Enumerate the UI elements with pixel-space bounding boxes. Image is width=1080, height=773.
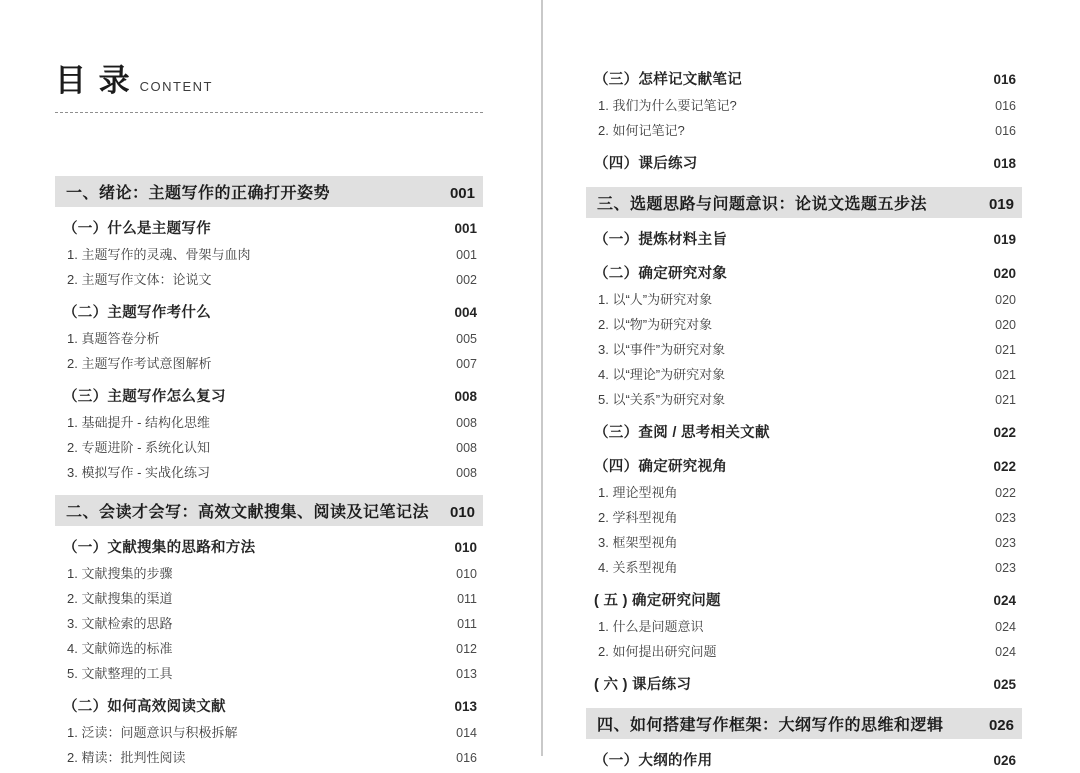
toc-entry — [586, 479, 1022, 504]
entry-label: （一）大纲的作用 — [594, 753, 713, 769]
entry-page: 016 — [456, 751, 477, 765]
toc-subentry — [586, 259, 1022, 286]
entry-label: 3. 文献检索的思路 — [67, 616, 173, 631]
entry-label: （三）主题写作怎么复习 — [63, 389, 226, 405]
entry-page: 023 — [995, 536, 1016, 550]
entry-label: （一）提炼材料主旨 — [594, 232, 728, 248]
entry-label: 2. 以“物”为研究对象 — [598, 317, 713, 332]
entry-page: 005 — [456, 332, 477, 346]
toc-left-page — [55, 0, 483, 769]
toc-title-en: CONTENT — [139, 79, 213, 94]
toc-section-header — [55, 495, 483, 526]
entry-label: 2. 如何记笔记? — [598, 123, 685, 138]
entry-page: 020 — [995, 293, 1016, 307]
entry-label: 4. 文献筛选的标准 — [67, 641, 173, 656]
entry-page: 008 — [454, 389, 477, 404]
entry-label: 3. 以“事件”为研究对象 — [598, 342, 726, 357]
entry-page: 021 — [995, 368, 1016, 382]
entry-label: 1. 理论型视角 — [598, 485, 678, 500]
entry-page: 010 — [456, 567, 477, 581]
toc-entry — [55, 266, 483, 291]
entry-page: 020 — [995, 318, 1016, 332]
toc-entry — [586, 117, 1022, 142]
entry-page: 007 — [456, 357, 477, 371]
toc-entry — [586, 286, 1022, 311]
entry-page: 014 — [456, 726, 477, 740]
entry-label: 1. 文献搜集的步骤 — [67, 566, 173, 581]
entry-page: 013 — [454, 699, 477, 714]
entry-label: 2. 精读：批判性阅读 — [67, 750, 186, 765]
toc-entry — [55, 560, 483, 585]
toc-subentry — [586, 746, 1022, 773]
toc-subentry — [586, 225, 1022, 252]
entry-page: 001 — [454, 221, 477, 236]
entry-page: 024 — [995, 620, 1016, 634]
entry-page: 011 — [457, 592, 477, 606]
entry-label: （一）什么是主题写作 — [63, 221, 211, 237]
toc-subentry — [586, 149, 1022, 176]
entry-label: 3. 框架型视角 — [598, 535, 678, 550]
entry-label: （四）课后练习 — [594, 156, 698, 172]
toc-entry — [586, 92, 1022, 117]
entry-page: 011 — [457, 617, 477, 631]
toc-subentry — [55, 692, 483, 719]
entry-page: 008 — [456, 441, 477, 455]
entry-label: 2. 专题进阶 - 系统化认知 — [67, 440, 211, 455]
entry-label: 4. 以“理论”为研究对象 — [598, 367, 726, 382]
entry-page: 022 — [995, 486, 1016, 500]
entry-label: 2. 如何提出研究问题 — [598, 644, 717, 659]
entry-page: 026 — [988, 717, 1014, 734]
toc-entry — [55, 350, 483, 375]
toc-subentry — [586, 586, 1022, 613]
entry-label: 三、选题思路与问题意识：论说文选题五步法 — [597, 196, 928, 213]
toc-section-header — [55, 176, 483, 207]
entry-page: 025 — [993, 677, 1016, 692]
toc-section-header — [586, 708, 1022, 739]
toc-entry — [55, 585, 483, 610]
toc-entry — [586, 336, 1022, 361]
entry-label: 1. 基础提升 - 结构化思维 — [67, 415, 211, 430]
entry-page: 010 — [449, 504, 475, 521]
toc-section-header — [586, 187, 1022, 218]
toc-entry — [586, 613, 1022, 638]
toc-entry — [55, 635, 483, 660]
toc-subentry — [586, 670, 1022, 697]
entry-label: 1. 什么是问题意识 — [598, 619, 704, 634]
toc-entry — [586, 638, 1022, 663]
toc-entry — [55, 610, 483, 635]
entry-label: 二、会读才会写：高效文献搜集、阅读及记笔记法 — [66, 504, 430, 521]
entry-page: 021 — [995, 393, 1016, 407]
toc-right-page — [586, 0, 1022, 773]
toc-subentry — [586, 452, 1022, 479]
entry-label: 2. 主题写作考试意图解析 — [67, 356, 212, 371]
entry-label: （二）主题写作考什么 — [63, 305, 211, 321]
entry-page: 016 — [995, 99, 1016, 113]
entry-page: 024 — [993, 593, 1016, 608]
entry-label: 2. 学科型视角 — [598, 510, 678, 525]
entry-page: 008 — [456, 466, 477, 480]
toc-entry — [586, 311, 1022, 336]
toc-entry — [55, 719, 483, 744]
entry-label: 一、绪论：主题写作的正确打开姿势 — [66, 185, 331, 202]
entry-page: 004 — [454, 305, 477, 320]
entry-label: 1. 我们为什么要记笔记? — [598, 98, 737, 113]
toc-entry — [55, 241, 483, 266]
entry-label: 5. 文献整理的工具 — [67, 666, 173, 681]
entry-page: 008 — [456, 416, 477, 430]
toc-entry — [55, 660, 483, 685]
entry-page: 026 — [993, 753, 1016, 768]
toc-title — [55, 55, 483, 113]
toc-subentry — [55, 533, 483, 560]
entry-label: 1. 真题答卷分析 — [67, 331, 160, 346]
toc-entry — [55, 325, 483, 350]
entry-label: ( 六 ) 课后练习 — [594, 677, 692, 693]
entry-page: 010 — [454, 540, 477, 555]
toc-subentry — [55, 382, 483, 409]
entry-label: （三）查阅 / 思考相关文献 — [594, 425, 770, 441]
entry-label: 2. 文献搜集的渠道 — [67, 591, 173, 606]
toc-entry — [55, 459, 483, 484]
entry-page: 002 — [456, 273, 477, 287]
entry-page: 013 — [456, 667, 477, 681]
entry-label: 四、如何搭建写作框架：大纲写作的思维和逻辑 — [597, 717, 944, 734]
entry-label: 4. 关系型视角 — [598, 560, 678, 575]
entry-page: 020 — [993, 266, 1016, 281]
entry-label: （二）如何高效阅读文献 — [63, 699, 226, 715]
toc-entry — [55, 434, 483, 459]
entry-label: （一）文献搜集的思路和方法 — [63, 540, 256, 556]
toc-subentry — [55, 214, 483, 241]
entry-label: 3. 模拟写作 - 实战化练习 — [67, 465, 211, 480]
entry-page: 016 — [995, 124, 1016, 138]
entry-label: （二）确定研究对象 — [594, 266, 728, 282]
entry-label: 1. 以“人”为研究对象 — [598, 292, 713, 307]
toc-subentry — [586, 418, 1022, 445]
entry-label: 1. 泛读：问题意识与积极拆解 — [67, 725, 238, 740]
toc-title-cn: 目 录 — [55, 63, 132, 98]
entry-label: （三）怎样记文献笔记 — [594, 72, 742, 88]
entry-page: 022 — [993, 425, 1016, 440]
toc-entry — [586, 361, 1022, 386]
toc-entry — [55, 744, 483, 769]
toc-entry — [55, 409, 483, 434]
entry-page: 018 — [993, 156, 1016, 171]
toc-subentry — [586, 65, 1022, 92]
entry-page: 024 — [995, 645, 1016, 659]
entry-label: 5. 以“关系”为研究对象 — [598, 392, 726, 407]
toc-entry — [586, 554, 1022, 579]
entry-label: 2. 主题写作文体：论说文 — [67, 272, 212, 287]
entry-page: 019 — [988, 196, 1014, 213]
entry-page: 001 — [456, 248, 477, 262]
entry-label: （四）确定研究视角 — [594, 459, 728, 475]
entry-page: 023 — [995, 561, 1016, 575]
entry-page: 012 — [456, 642, 477, 656]
entry-page: 019 — [993, 232, 1016, 247]
entry-page: 021 — [995, 343, 1016, 357]
toc-subentry — [55, 298, 483, 325]
toc-entry — [586, 529, 1022, 554]
toc-entry — [586, 504, 1022, 529]
entry-page: 001 — [449, 185, 475, 202]
entry-label: 1. 主题写作的灵魂、骨架与血肉 — [67, 247, 251, 262]
entry-page: 023 — [995, 511, 1016, 525]
entry-page: 016 — [993, 72, 1016, 87]
entry-page: 022 — [993, 459, 1016, 474]
entry-label: ( 五 ) 确定研究问题 — [594, 593, 721, 609]
page-divider — [541, 0, 543, 756]
toc-entry — [586, 386, 1022, 411]
